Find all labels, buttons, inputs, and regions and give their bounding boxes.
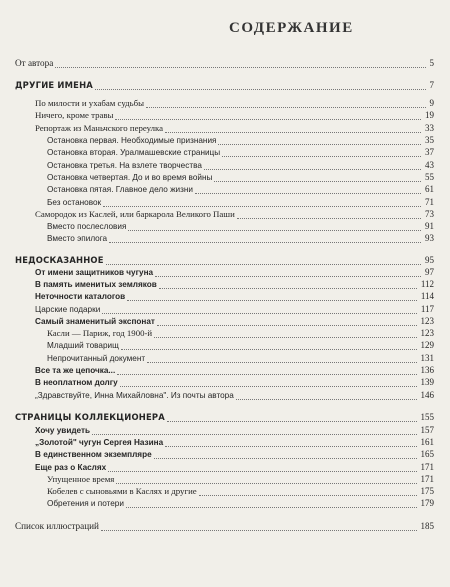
dot-leader: [167, 411, 417, 422]
dot-leader: [127, 290, 417, 301]
dot-leader: [214, 171, 421, 182]
toc-entry-page: 112: [420, 279, 434, 289]
dot-leader: [109, 232, 421, 243]
dot-leader: [195, 183, 421, 194]
toc-entry-page: 9: [429, 98, 434, 108]
dot-leader: [115, 109, 421, 120]
toc-entry-title: Остановка пятая. Главное дело жизни: [47, 185, 193, 194]
toc-entry-page: 165: [420, 449, 434, 459]
toc-entry-page: 5: [429, 58, 434, 68]
toc-entry-title: Список иллюстраций: [15, 521, 99, 531]
toc-entry-title: Царские подарки: [35, 305, 101, 314]
toc-entry-title: Хочу увидеть: [35, 426, 91, 435]
toc-entry-title: Остановка первая. Необходимые признания: [47, 136, 217, 145]
dot-leader: [120, 376, 417, 387]
toc-entry-title: „Золотой" чугун Сергея Назина: [35, 438, 164, 447]
toc-entry-page: 146: [420, 390, 434, 400]
toc-entry-title: Упущенное время: [47, 474, 115, 484]
toc-entry-page: 43: [425, 160, 434, 170]
toc-entry-title: Обретения и потери: [47, 499, 124, 508]
dot-leader: [95, 79, 426, 90]
toc-entry-title: СТРАНИЦЫ КОЛЛЕКЦИОНЕРА: [15, 412, 165, 422]
toc-entry-title: Самородок из Каслей, или баркарола Великого Паши: [35, 209, 235, 219]
toc-entry-title: Самый знаменитый экспонат: [35, 317, 155, 326]
toc-entry: [0, 57, 450, 70]
dot-leader: [126, 497, 417, 508]
toc-entry-title: В неоплатном долгу: [35, 378, 118, 387]
toc-entry-title: Еще раз о Каслях: [35, 463, 107, 472]
toc-entry-page: 95: [425, 255, 434, 265]
toc-entry-page: 139: [420, 377, 434, 387]
toc-entry-page: 179: [420, 498, 434, 508]
toc-entry-page: 7: [429, 80, 434, 90]
toc-entry-page: 73: [425, 209, 434, 219]
toc-entry-title: Вместо послесловия: [47, 222, 127, 231]
dot-leader: [117, 364, 417, 375]
toc-entry: [0, 183, 450, 196]
toc-entry: [0, 79, 450, 92]
dot-leader: [154, 327, 417, 338]
toc-entry-title: НЕДОСКАЗАННОЕ: [15, 255, 104, 265]
dot-leader: [106, 254, 421, 265]
dot-leader: [55, 57, 426, 68]
toc-entry: [0, 411, 450, 424]
toc-entry-page: 157: [420, 425, 434, 435]
toc-entry-page: 175: [420, 486, 434, 496]
toc-entry-page: 171: [420, 462, 434, 472]
toc-entry-title: Младший товарищ: [47, 341, 119, 350]
dot-leader: [218, 134, 421, 145]
toc-entry-title: В память именитых земляков: [35, 280, 157, 289]
page-title: СОДЕРЖАНИЕ: [229, 20, 354, 36]
dot-leader: [101, 520, 417, 531]
toc-entry-title: В единственном экземпляре: [35, 450, 152, 459]
toc-entry-title: От автора: [15, 58, 54, 68]
toc-entry-page: 61: [425, 184, 434, 194]
toc-entry-page: 123: [420, 316, 434, 326]
toc-entry-page: 155: [420, 412, 434, 422]
toc-entry: [0, 290, 450, 303]
toc-entry-page: 129: [420, 340, 434, 350]
toc-entry-page: 55: [425, 172, 434, 182]
dot-leader: [157, 315, 417, 326]
toc-entry-title: Вместо эпилога: [47, 234, 108, 243]
toc-entry: [0, 497, 450, 510]
dot-leader: [222, 146, 421, 157]
toc-entry: [0, 232, 450, 245]
dot-leader: [154, 448, 417, 459]
toc-entry-title: Остановка четвертая. До и во время войны: [47, 173, 213, 182]
toc-entry: [0, 389, 450, 402]
dot-leader: [204, 159, 421, 170]
dot-leader: [102, 303, 417, 314]
toc-entry-title: Кобелев с сыновьями в Каслях и другие: [47, 486, 197, 496]
toc-entry: [0, 146, 450, 159]
toc-entry-page: 136: [420, 365, 434, 375]
toc-entry-page: 171: [420, 474, 434, 484]
dot-leader: [159, 278, 417, 289]
dot-leader: [147, 352, 417, 363]
toc-entry-page: 91: [425, 221, 434, 231]
toc-entry: [0, 109, 450, 122]
toc-entry-page: 161: [420, 437, 434, 447]
toc-entry-title: От имени защитников чугуна: [35, 268, 154, 277]
toc-entry-page: 37: [425, 147, 434, 157]
toc-entry-page: 71: [425, 197, 434, 207]
toc-entry-title: По милости и ухабам судьбы: [35, 98, 145, 108]
toc-entry-page: 117: [420, 304, 434, 314]
dot-leader: [121, 339, 417, 350]
toc-entry: [0, 448, 450, 461]
toc-entry-page: 185: [420, 521, 434, 531]
toc-entry-page: 97: [425, 267, 434, 277]
dot-leader: [165, 122, 421, 133]
toc-entry-title: Неточности каталогов: [35, 292, 126, 301]
toc-entry-title: Касли — Париж, год 1900-й: [47, 328, 153, 338]
toc-entry-title: Остановка вторая. Уралмашевские страницы: [47, 148, 221, 157]
dot-leader: [146, 97, 426, 108]
dot-leader: [236, 389, 417, 400]
toc-entry-page: 131: [420, 353, 434, 363]
toc-entry: [0, 376, 450, 389]
toc-entry-title: „Здравствуйте, Инна Михайловна". Из почты автора: [35, 391, 234, 400]
dot-leader: [108, 461, 417, 472]
dot-leader: [128, 220, 421, 231]
dot-leader: [103, 196, 421, 207]
dot-leader: [155, 266, 421, 277]
toc-entry-page: 33: [425, 123, 434, 133]
toc-entry-page: 123: [420, 328, 434, 338]
dot-leader: [199, 485, 417, 496]
toc-entry-title: ДРУГИЕ ИМЕНА: [15, 80, 93, 90]
dot-leader: [92, 424, 417, 435]
dot-leader: [116, 473, 417, 484]
dot-leader: [165, 436, 417, 447]
toc-entry-title: Ничего, кроме травы: [35, 110, 114, 120]
dot-leader: [237, 208, 421, 219]
toc-entry-title: Остановка третья. На взлете творчества: [47, 161, 202, 170]
toc-entry: [0, 520, 450, 533]
toc-entry-page: 93: [425, 233, 434, 243]
toc-entry-title: Непрочитанный документ: [47, 354, 146, 363]
toc-entry-page: 35: [425, 135, 434, 145]
toc-entry-page: 19: [425, 110, 434, 120]
toc-entry-title: Все та же цепочка...: [35, 366, 116, 375]
toc-entry: [0, 339, 450, 352]
toc-entry-title: Репортаж из Маньчского переулка: [35, 123, 164, 133]
toc-entry-page: 114: [420, 291, 434, 301]
toc-entry-title: Без остановок: [47, 198, 102, 207]
